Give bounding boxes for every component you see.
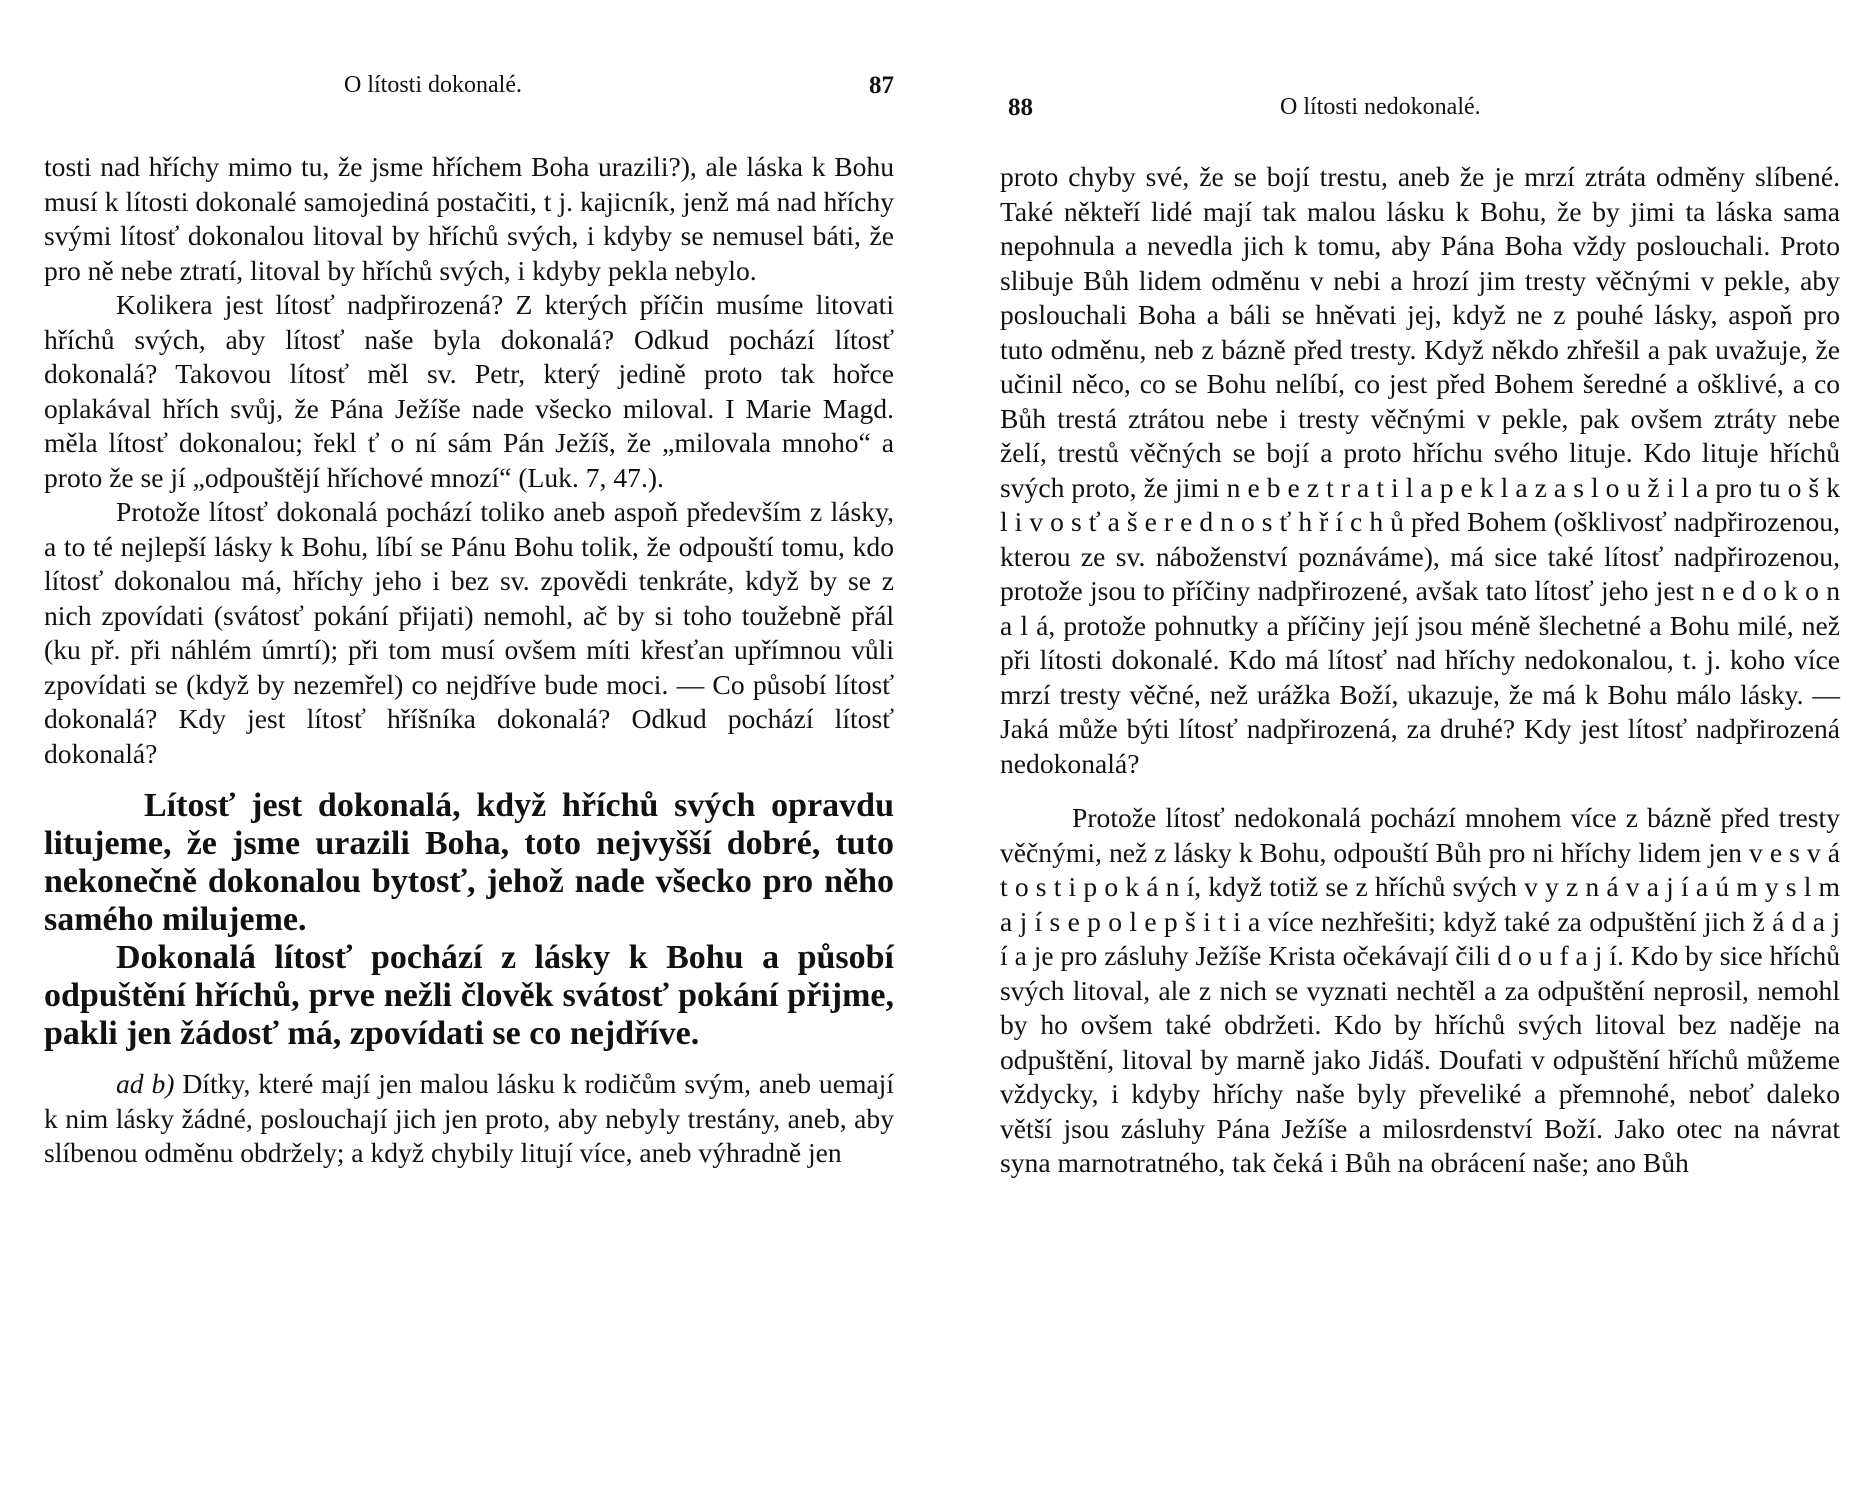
page-number: 88 — [1008, 94, 1033, 121]
paragraph: Protože lítosť nedokonalá pochází mnohem více z bázně před tresty věčnými, než z lásky k Bohu, odpouští Bůh pro ni hříchy lidem jen v e s v á t o s t i p o k á n í, když totiž se z hříchů svých v y z n á v a j í a ú m y s l m a j í s e p o l e p š i t i a více nezhřešiti; když také za odpuštění jich ž á d a j í a je pro zásluhy Ježíše Krista očekávají čili d o u f a j í. Kdo by sice hříchů svých litoval, ale z nich se vyznati nechtěl a za odpuštění neprosil, nemohl by ho ovšem také obdržeti. Kdo by hříchů svých litoval bez naděje na odpuštění, litoval by marně jako Jidáš. Doufati v odpuštění hříchů můžeme vždycky, i kdyby hříchy naše byly převeliké a přemnohé, neboť daleko větší jsou zásluhy Pána Ježíše a milosrdenství Boží. Jako otec na návrat syna marnotratného, tak čeká i Bůh na obrácení naše; ano Bůh — [1000, 802, 1840, 1178]
definition-block: Lítosť jest dokonalá, když hříchů svých opravdu litujeme, že jsme urazili Boha, toto nejvyšší dobré, tuto nekonečně dokonalou bytosť, jehož nade všecko pro něho samého milujeme. — [44, 787, 894, 938]
paragraph: tosti nad hříchy mimo tu, že jsme hříchem Boha urazili?), ale láska k Bohu musí k lítosti dokonalé samojediná postačiti, t j. kajicník, jenž má nad hříchy svými lítosť dokonalou litoval by hříchů svých, i kdyby se nemusel báti, že pro ně nebe ztratí, litoval by hříchů svých, i kdyby pekla nebylo. — [44, 151, 894, 286]
paragraph: Kolikera jest lítosť nadpřirozená? Z kterých příčin musíme litovati hříchů svých, aby lítosť naše byla dokonalá? Odkud pochází lítosť dokonalá? Takovou lítosť měl sv. Petr, který jedině proto tak hořce oplakával hřích svůj, že Pána Ježíše nade všecko miloval. I Marie Magd. měla lítosť dokonalou; řekl ť o ní sám Pán Ježíš, že „milovala mnoho“ a proto že se jí „odpouštějí hříchové mnozí“ (Luk. 7, 47.). — [44, 289, 894, 493]
ad-b-label: ad b) — [116, 1068, 175, 1099]
running-title: O lítosti nedokonalé. — [1280, 94, 1481, 120]
paragraph: Protože lítosť dokonalá pochází toliko aneb aspoň především z lásky, a to té nejlepší lásky k Bohu, líbí se Pánu Bohu tolik, že odpouští tomu, kdo lítosť dokonalou má, hříchy jeho i bez sv. zpovědi tenkráte, když by se z nich zpovídati (svátosť pokání přijati) nemohl, ač by si toho toužebně přál (ku př. při náhlém úmrtí); při tom musí ovšem míti křesťan upřímnou vůli zpovídati se (když by nezemřel) co nejdříve bude moci. — Co působí lítosť dokonalá? Kdy jest lítosť hříšníka dokonalá? Odkud pochází lítosť dokonalá? — [44, 496, 894, 769]
right-page-body — [1000, 160, 1840, 1181]
running-title: O lítosti dokonalé. — [344, 72, 522, 98]
right-page — [1000, 0, 1840, 1500]
paragraph — [44, 1067, 894, 1171]
paragraph: proto chyby své, že se bojí trestu, aneb že je mrzí ztráta odměny slíbené. Také někteří lidé mají tak malou lásku k Bohu, že by jimi ta láska sama nepohnula a nevedla jich k tomu, aby Pána Boha vždy poslouchali. Proto slibuje Bůh lidem odměnu v nebi a hrozí jim tresty věčnými v pekle, aby poslouchali Boha a báli se hněvati jej, když ne z pouhé lásky, aspoň pro tuto odměnu, neb z bázně před tresty. Když někdo zhřešil a pak uvažuje, že učinil něco, co se Bohu nelíbí, co jest před Bohem šeredné a ošklivé, a co Bůh trestá ztrátou nebe i tresty věčnými v pekle, pak ovšem ztráty nebe želí, trestů věčných se bojí a proto hříchu svého lituje. Kdo lituje hříchů svých proto, že jimi n e b e z t r a t i l a p e k l a z a s l o u ž i l a pro tu o š k l i v o s ť a š e r e d n o s ť h ř í c h ů před Bohem (ošklivosť nadpřirozenou, kterou ze sv. náboženství poznáváme), má sice také lítosť nadpřirozenou, protože jsou to příčiny nadpřirozené, avšak tato lítosť jeho jest n e d o k o n a l á, protože pohnutky a příčiny její jsou méně šlechetné a Bohu milé, než při lítosti dokonalé. Kdo má lítosť nad hříchy nedokonalou, t. j. koho více mrzí tresty věčné, než urážka Boží, ukazuje, že má k Bohu málo lásky. — Jaká může býti lítosť nadpřirozená, za druhé? Kdy jest lítosť nadpřirozená nedokonalá? — [1000, 161, 1840, 779]
left-page-body — [44, 150, 894, 1171]
right-page-header — [1000, 72, 1840, 121]
left-page-header — [44, 72, 894, 112]
definition-block: Dokonalá lítosť pochází z lásky k Bohu a působí odpuštění hříchů, prve nežli člověk svátosť pokání přijme, pakli jen žádosť má, zpovídati se co nejdříve. — [44, 939, 894, 1052]
page-number: 87 — [869, 72, 894, 99]
ad-b-text: Dítky, které mají jen malou lásku k rodičům svým, aneb uemají k nim lásky žádné, poslouchají jich jen proto, aby nebyly trestány, aneb, aby slíbenou odměnu obdržely; a když chybily litují více, aneb výhradně jen — [44, 1068, 894, 1168]
left-page — [44, 0, 894, 1500]
